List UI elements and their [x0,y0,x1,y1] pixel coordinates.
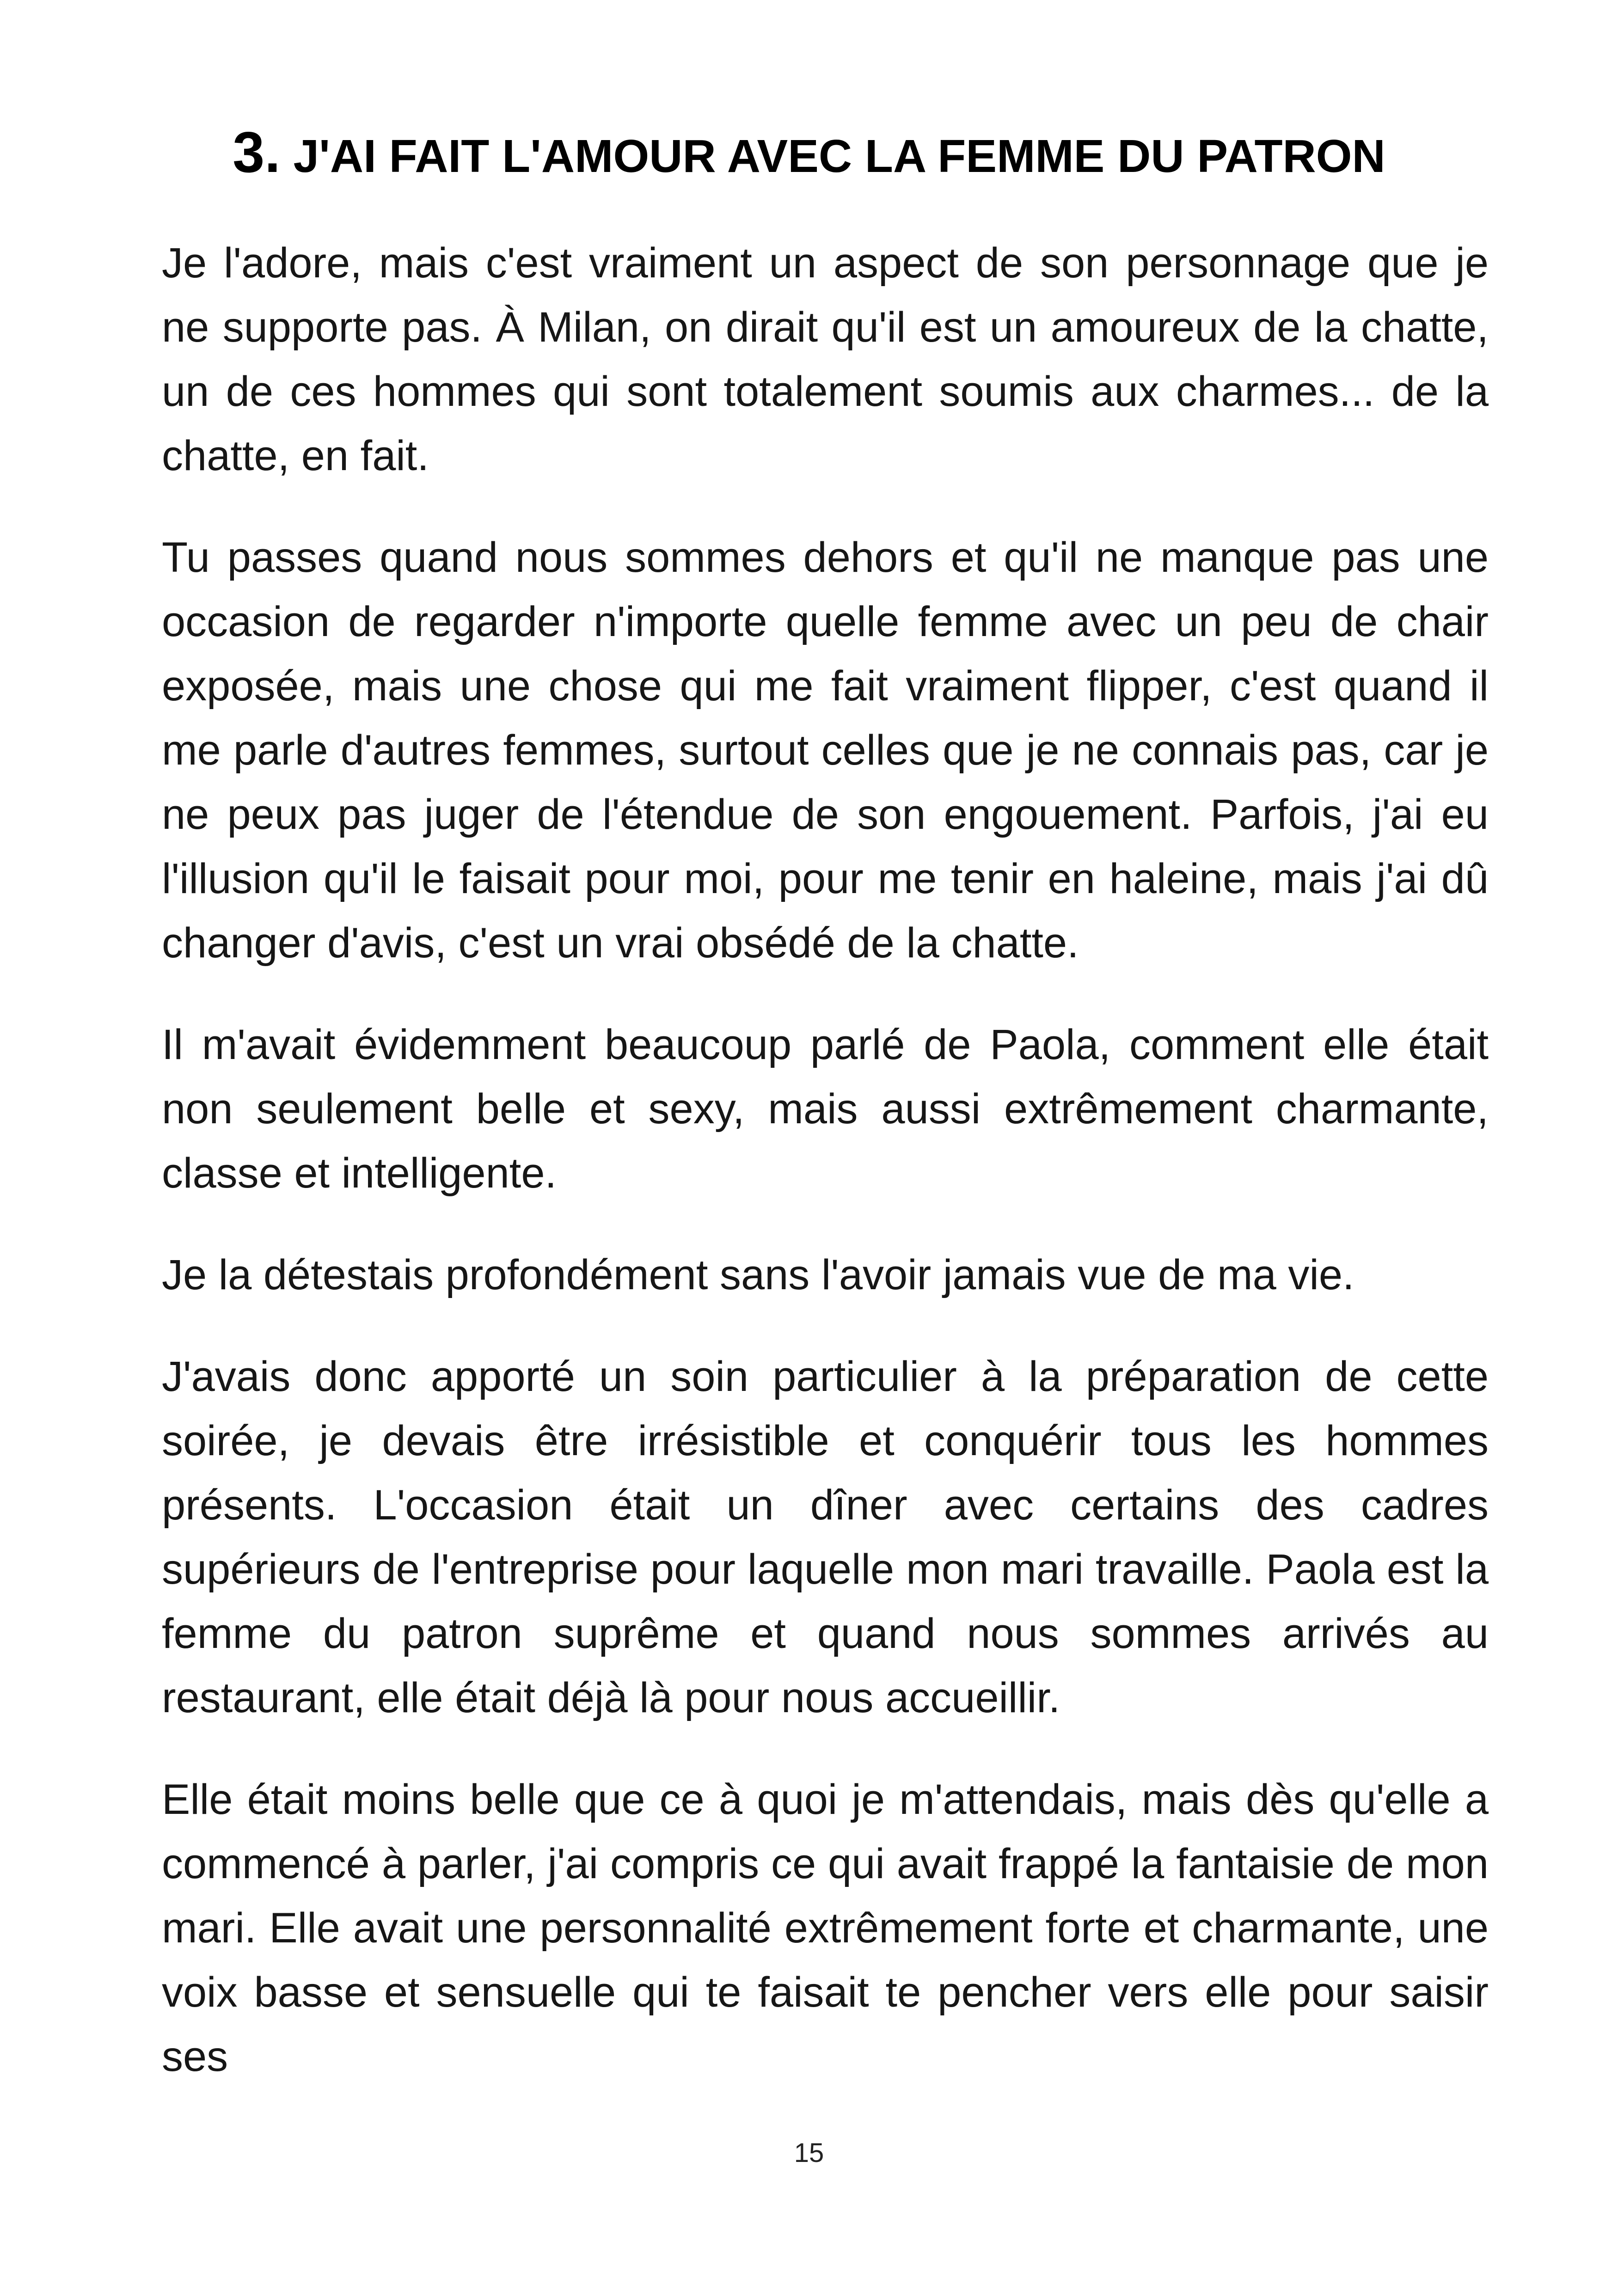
paragraph-3: Il m'avait évidemment beaucoup parlé de Paola, comment elle était non seulement belle et sexy, mais aussi extrêmement charmante, classe et intelligente. [162,1021,1489,1197]
chapter-heading: J'AI FAIT L'AMOUR AVEC LA FEMME DU PATRON [293,130,1385,182]
paragraph-5: J'avais donc apporté un soin particulier à la préparation de cette soirée, je devais être irrésistible et conquérir tous les hommes présents. L'occasion était un dîner avec certains des cadres supérieurs de l'entreprise pour laquelle mon mari travaille. Paola est la femme du patron suprême et quand nous sommes arrivés au restaurant, elle était déjà là pour nous accueillir. [162,1353,1489,1721]
page-number: 15 [794,2138,824,2168]
chapter-title [139,122,1479,186]
body-text [162,231,1489,2089]
paragraph-1: Je l'adore, mais c'est vraiment un aspect de son personnage que je ne supporte pas. À Milan, on dirait qu'il est un amoureux de la chatte, un de ces hommes qui sont totalement soumis aux charmes... de la chatte, en fait. [162,239,1489,479]
chapter-number: 3. [233,121,281,184]
paragraph-4: Je la détestais profondément sans l'avoir jamais vue de ma vie. [162,1251,1354,1298]
paragraph-6: Elle était moins belle que ce à quoi je m'attendais, mais dès qu'elle a commencé à parler, j'ai compris ce qui avait frappé la fantaisie de mon mari. Elle avait une personnalité extrêmement forte et charmante, une voix basse et sensuelle qui te faisait te pencher vers elle pour saisir ses [162,1776,1489,2080]
paragraph-2: Tu passes quand nous sommes dehors et qu'il ne manque pas une occasion de regarder n'importe quelle femme avec un peu de chair exposée, mais une chose qui me fait vraiment flipper, c'est quand il me parle d'autres femmes, surtout celles que je ne connais pas, car je ne peux pas juger de l'étendue de son engouement. Parfois, j'ai eu l'illusion qu'il le faisait pour moi, pour me tenir en haleine, mais j'ai dû changer d'avis, c'est un vrai obsédé de la chatte. [162,534,1489,967]
